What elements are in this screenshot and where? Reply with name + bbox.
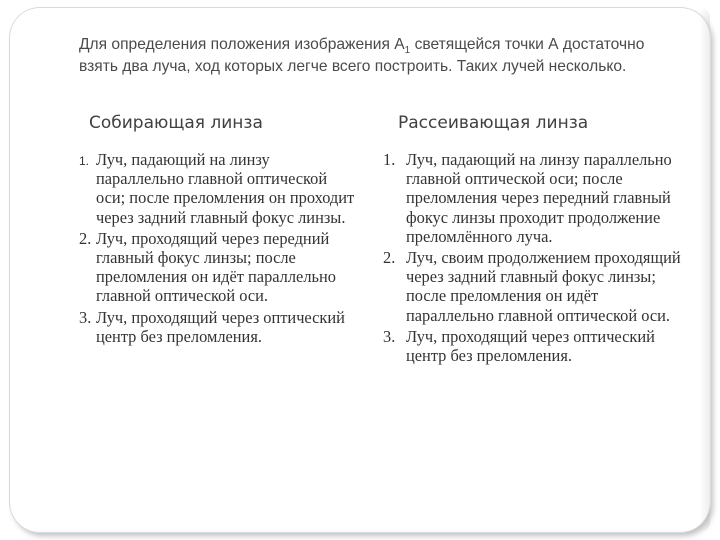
list-item xyxy=(79,229,359,306)
list-item-number: 3. xyxy=(383,326,396,346)
diverging-lens-heading: Рассеивающая линза xyxy=(398,113,589,133)
converging-lens-list xyxy=(79,150,359,348)
list-item xyxy=(79,150,359,227)
list-item xyxy=(79,308,359,346)
list-item-text: Луч, своим продолжением проходящий через задний главный фокус линзы; после преломления он идёт параллельно главной оптической оси. xyxy=(406,248,681,325)
list-item-text: Луч, проходящий через оптический центр без преломления. xyxy=(96,307,345,346)
intro-subscript: 1 xyxy=(404,45,411,57)
list-item-number: 2. xyxy=(79,228,92,248)
intro-text-end: светящейся точки А достаточно взять два луча, ход которых легче всего построить. Таких лучей несколько. xyxy=(79,36,645,75)
intro-paragraph xyxy=(79,34,679,78)
list-item-number: 1. xyxy=(383,150,396,169)
list-item-number: 2. xyxy=(383,248,396,268)
list-item-text: Луч, падающий на линзу параллельно главной оптической оси; после преломления через передний главный фокус линзы проходит продолжение преломлённого луча. xyxy=(406,150,672,246)
list-item-number: 3. xyxy=(79,307,92,327)
slide-edge-shadow xyxy=(700,8,710,532)
list-item-text: Луч, проходящий через оптический центр без преломления. xyxy=(406,326,655,366)
list-item-number: 1. xyxy=(79,154,90,168)
intro-text-start: Для определения положения изображения А xyxy=(79,36,405,53)
converging-lens-heading: Собирающая линза xyxy=(89,113,263,133)
list-item-text: Луч, падающий на линзу параллельно главной оптической оси; после преломления он проходит через задний главный фокус линзы. xyxy=(96,150,355,227)
list-item-text: Луч, проходящий через передний главный фокус линзы; после преломления он идёт параллельно главной оптической оси. xyxy=(96,228,336,306)
list-item xyxy=(383,327,688,365)
list-item xyxy=(383,150,688,246)
list-item xyxy=(383,248,688,325)
diverging-lens-list xyxy=(383,150,688,367)
